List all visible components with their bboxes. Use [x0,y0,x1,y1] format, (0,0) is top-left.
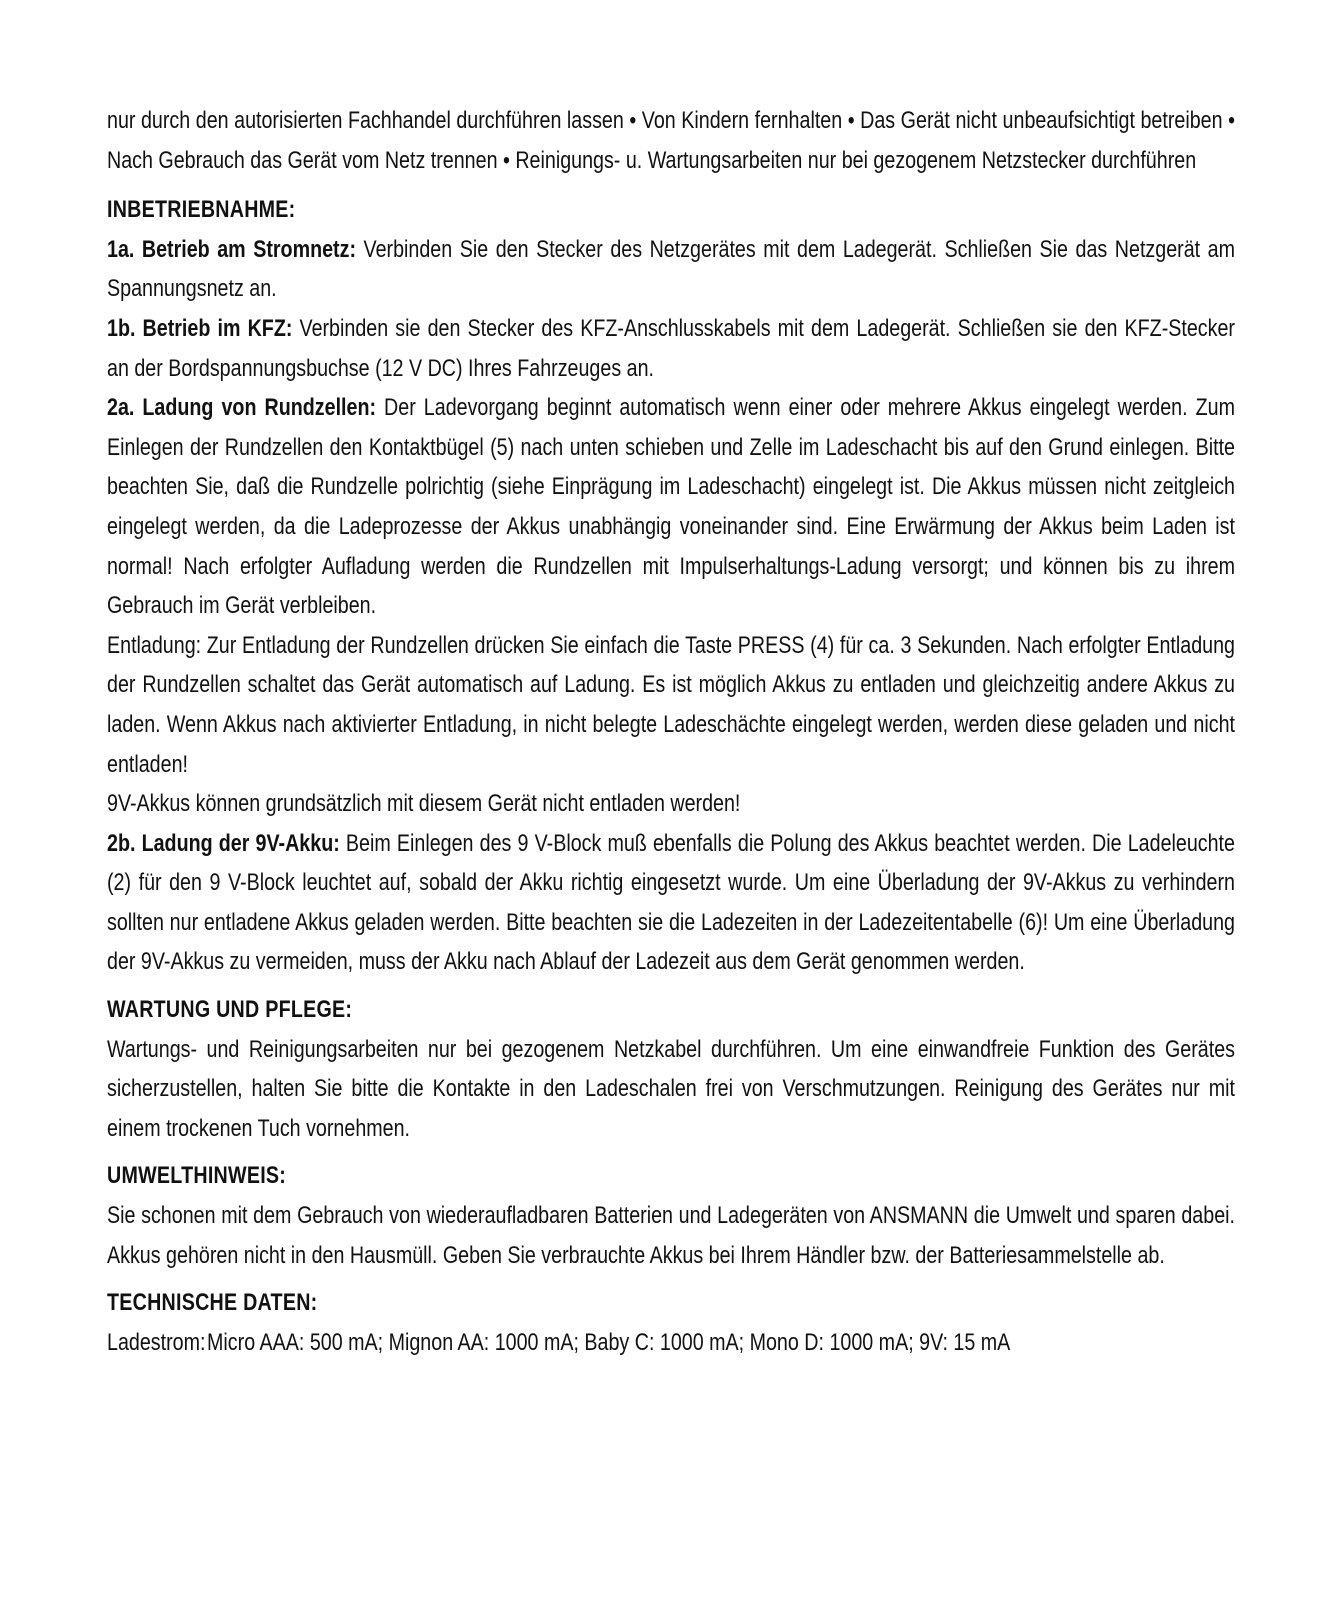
page-content [107,101,1235,1362]
label-1b: 1b. Betrieb im KFZ: [107,314,293,342]
section-inbetriebnahme [107,190,1235,982]
paragraph-entladung: Entladung: Zur Entladung der Rundzellen drücken Sie einfach die Taste PRESS (4) für ca. 3 Sekunden. Nach erfolgter Entladung der Rundzellen schaltet das Gerät automatisch auf Ladung. Es ist möglich Akkus zu entladen und gleichzeitig andere Akkus zu laden. Wenn Akkus nach aktivierter Entladung, in nicht belegte Ladeschächte eingelegt werden, werden diese geladen und nicht entladen! [107,631,1235,778]
text-2b: Beim Einlegen des 9 V-Block muß ebenfalls die Polung des Akkus beachtet werden. Die Ladeleuchte (2) für den 9 V-Block leuchtet auf, sobald der Akku richtig eingesetzt wurde. Um eine Überladung der 9V-Akkus zu verhindern sollten nur entladene Akkus geladen werden. Bitte beachten sie die Ladezeiten in der Ladezeitentabelle (6)! Um eine Überladung der 9V-Akkus zu vermeiden, muss der Akku nach Ablauf der Ladezeit aus dem Gerät genommen werden. [107,829,1235,976]
heading-wartung: WARTUNG UND PFLEGE: [107,996,353,1024]
ladestrom-line [107,1323,1235,1363]
paragraph-umwelt: Sie schonen mit dem Gebrauch von wiederaufladbaren Batterien und Ladegeräten von ANSMANN die Umwelt und sparen dabei. Akkus gehören nicht in den Hausmüll. Geben Sie verbrauchte Akkus bei Ihrem Händler bzw. der Batteriesammelstelle ab. [107,1202,1235,1269]
heading-umwelt: UMWELTHINWEIS: [107,1162,287,1190]
text-2a: Der Ladevorgang beginnt automatisch wenn einer oder mehrere Akkus eingelegt werden. Zum Einlegen der Rundzellen den Kontaktbügel (5) nach unten schieben und Zelle im Ladeschacht bis auf den Grund einlegen. Bitte beachten Sie, daß die Rundzelle polrichtig (siehe Einprägung im Ladeschacht) eingelegt ist. Die Akkus müssen nicht zeitgleich eingelegt werden, da die Ladeprozesse der Akkus unabhängig voneinander sind. Eine Erwärmung der Akkus beim Laden ist normal! Nach erfolgter Aufladung werden die Rundzellen mit Impulserhaltungs-Ladung versorgt; und können bis zu ihrem Gebrauch im Gerät verbleiben. [107,394,1235,620]
paragraph-2b [107,824,1235,982]
text-1b: Verbinden sie den Stecker des KFZ-Anschlusskabels mit dem Ladegerät. Schließen sie den KFZ-Stecker an der Bordspannungsbuchse (12 V DC) Ihres Fahrzeuges an. [107,314,1235,382]
section-wartung [107,990,1235,1148]
paragraph-2a [107,388,1235,626]
text-1a: Verbinden Sie den Stecker des Netzgerätes mit dem Ladegerät. Schließen Sie das Netzgerät am Spannungsnetz an. [107,235,1235,303]
section-umwelt [107,1156,1235,1275]
paragraph-1a [107,230,1235,309]
heading-technische-daten: TECHNISCHE DATEN: [107,1289,318,1317]
paragraph-9v-note: 9V-Akkus können grundsätzlich mit diesem Gerät nicht entladen werden! [107,790,741,818]
ladestrom-label: Ladestrom: [107,1328,206,1356]
label-2b: 2b. Ladung der 9V-Akku: [107,829,340,857]
label-2a: 2a. Ladung von Rundzellen: [107,394,377,422]
label-1a: 1a. Betrieb am Stromnetz: [107,235,356,263]
safety-intro-text: nur durch den autorisierten Fachhandel durchführen lassen • Von Kindern fernhalten • Das Gerät nicht unbeaufsichtigt betreiben • Nach Gebrauch das Gerät vom Netz trennen • Reinigungs- u. Wartungsarbeiten nur bei gezogenem Netzstecker durchführen [107,107,1235,174]
section-technische-daten [107,1283,1235,1362]
paragraph-1b [107,309,1235,388]
heading-inbetriebnahme: INBETRIEBNAHME: [107,196,296,224]
paragraph-wartung: Wartungs- und Reinigungsarbeiten nur bei gezogenem Netzkabel durchführen. Um eine einwandfreie Funktion des Gerätes sicherzustellen, halten Sie bitte die Kontakte in den Ladeschalen frei von Verschmutzungen. Reinigung des Gerätes nur mit einem trockenen Tuch vornehmen. [107,1035,1235,1142]
manual-page [107,101,1235,1370]
ladestrom-value: Micro AAA: 500 mA; Mignon AA: 1000 mA; Baby C: 1000 mA; Mono D: 1000 mA; 9V: 15 mA [207,1328,1011,1356]
